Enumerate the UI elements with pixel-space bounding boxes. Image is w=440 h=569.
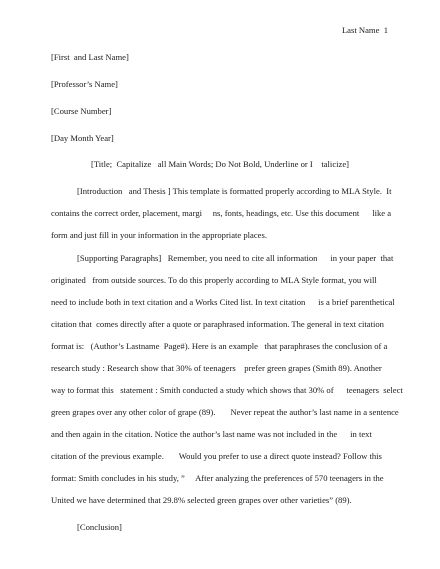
intro-line: [Introduction and Thesis ] This template is formatted properly according to MLA Style. It (77, 186, 392, 196)
support-line: green grapes over any other color of grape (89). Never repeat the author’s last name in a sentence (51, 407, 399, 417)
student-name: [First and Last Name] (51, 52, 129, 62)
support-line: originated from outside sources. To do this properly according to MLA Style format, you will (51, 275, 377, 285)
support-line: United we have determined that 29.8% selected green grapes over other varieties” (89). (51, 495, 352, 505)
support-line: way to format this statement : Smith conducted a study which shows that 30% of teenagers select (51, 385, 403, 395)
professor-name: [Professor’s Name] (51, 79, 118, 89)
support-line: citation that comes directly after a quote or paraphrased information. The general in text citation (51, 319, 384, 329)
support-line: research study : Research show that 30% of teenagers prefer green grapes (Smith 89). Another (51, 363, 382, 373)
running-head: Last Name 1 (341, 25, 388, 35)
date-line: [Day Month Year] (51, 133, 114, 143)
support-line: need to include both in text citation and a Works Cited list. In text citation is a brief parenthetical (51, 297, 395, 307)
paper-title: [Title; Capitalize all Main Words; Do Not Bold, Underline or I talicize] (90, 159, 350, 169)
support-line: citation of the previous example. Would you prefer to use a direct quote instead? Follow this (51, 451, 382, 461)
support-line: format is: (Author’s Lastname Page#). Here is an example that paraphrases the conclusion of a (51, 341, 388, 351)
intro-line: contains the correct order, placement, margi ns, fonts, headings, etc. Use this document like a (51, 208, 392, 218)
support-line: format: Smith concludes in his study, ” After analyzing the preferences of 570 teenagers in the (51, 473, 384, 483)
intro-line: form and just fill in your information in the appropriate places. (51, 230, 267, 240)
conclusion-line: [Conclusion] (77, 522, 122, 532)
support-line: and then again in the citation. Notice the author’s last name was not included in the in text (51, 429, 372, 439)
support-line: [Supporting Paragraphs] Remember, you need to cite all information in your paper that (77, 253, 394, 263)
course-number: [Course Number] (51, 106, 112, 116)
